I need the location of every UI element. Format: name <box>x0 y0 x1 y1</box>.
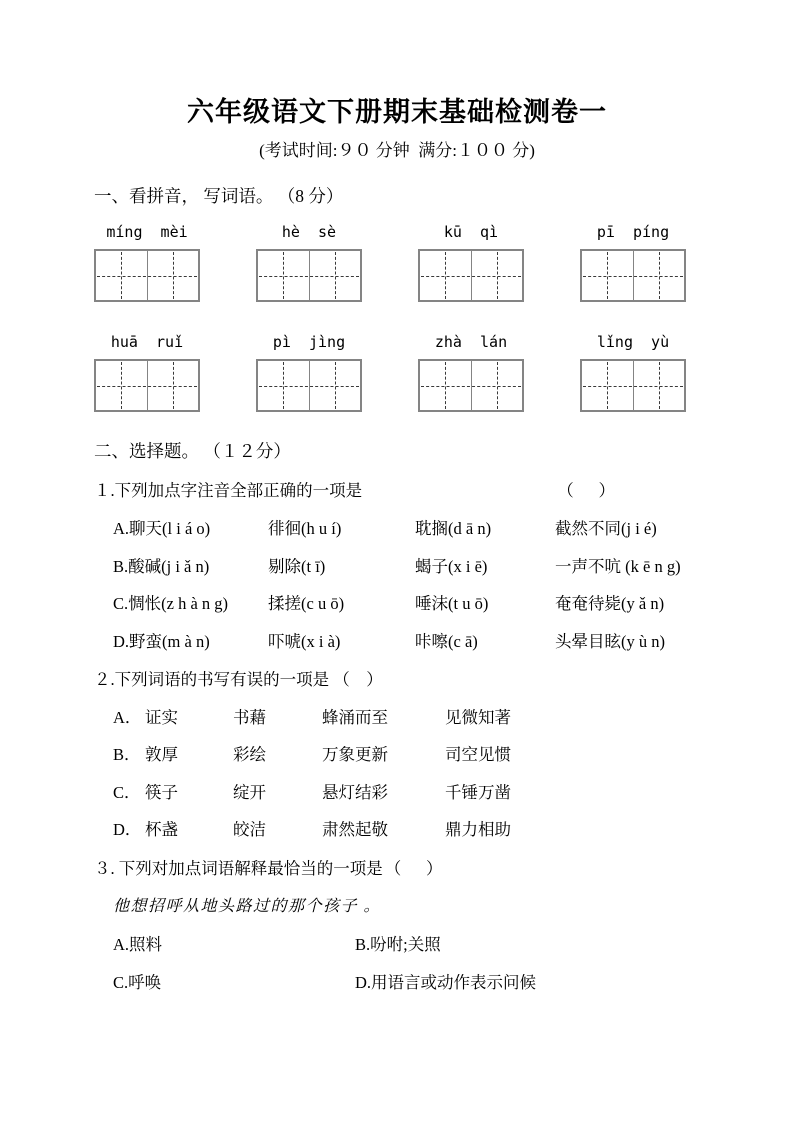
option-item: D.野蛮(m à n) <box>113 631 210 651</box>
option-item: 剔除(t ī) <box>268 556 326 576</box>
pinyin-group <box>94 223 200 302</box>
option-item: A.聊天(l i á o) <box>113 519 211 538</box>
option-item: 鼎力相助 <box>445 820 511 839</box>
option-row-b <box>113 744 700 766</box>
option-item: C.呼唤 <box>113 973 162 992</box>
section-1-heading: 一、看拼音， 写词语。 （8 分） <box>94 186 344 206</box>
pinyin-group <box>580 223 686 302</box>
pinyin-group <box>418 223 524 302</box>
question-1-options <box>113 518 700 653</box>
option-item: 吓唬(x i à) <box>268 631 341 651</box>
writing-cell <box>633 361 685 410</box>
writing-cell <box>258 251 309 300</box>
option-row-d <box>113 819 700 841</box>
section-2-heading: 二、选择题。 （１２分） <box>94 441 291 461</box>
question-2-stem: ２.下列词语的书写有误的一项是 （ ） <box>94 669 383 689</box>
question-1-answer-blank: （ ） <box>557 481 615 500</box>
writing-cell <box>96 251 147 300</box>
option-item: 截然不同(j i é) <box>555 519 657 538</box>
option-item: 揉搓(c u ō) <box>268 594 345 613</box>
writing-box <box>418 249 524 302</box>
option-item: 书藉 <box>233 707 266 727</box>
option-item: 奄奄待毙(y ǎ n) <box>555 594 665 613</box>
writing-cell <box>582 251 633 300</box>
writing-box <box>580 359 686 412</box>
question-1 <box>94 480 700 502</box>
option-item: 肃然起敬 <box>322 820 388 839</box>
page-title: 六年级语文下册期末基础检测卷一 <box>187 97 607 127</box>
option-row-b <box>113 556 700 578</box>
writing-cell <box>420 361 471 410</box>
pinyin-label: zhà lán <box>434 333 508 351</box>
option-item: 一声不吭 (k ē n g) <box>555 556 681 576</box>
pinyin-row-2 <box>94 333 700 412</box>
option-item: 见微知著 <box>445 707 511 727</box>
option-row-d <box>113 631 700 653</box>
pinyin-label: huā ruǐ <box>110 333 184 351</box>
question-3-answer-blank: （ ） <box>384 859 443 878</box>
question-3 <box>94 858 700 880</box>
option-label: C． <box>113 782 141 802</box>
writing-cell <box>633 251 685 300</box>
question-3-sentence: 他想招呼从地头路过的那个孩子 。 <box>113 898 382 915</box>
option-item: 头晕目眩(y ù n) <box>555 631 665 651</box>
pinyin-label: hè sè <box>281 223 337 241</box>
option-item: C.惆怅(z h à n g) <box>113 594 229 613</box>
option-item: 彩绘 <box>233 745 266 764</box>
pinyin-label: lǐng yù <box>596 333 670 351</box>
option-item: 皎洁 <box>233 820 266 839</box>
pinyin-row-1 <box>94 223 700 302</box>
option-label: D． <box>113 820 142 839</box>
writing-box <box>256 249 362 302</box>
pinyin-group <box>94 333 200 412</box>
writing-cell <box>147 361 199 410</box>
option-item: 万象更新 <box>322 745 388 764</box>
option-label: A． <box>113 707 142 727</box>
option-row-ab <box>113 934 700 956</box>
writing-cell <box>420 251 471 300</box>
writing-box <box>256 359 362 412</box>
option-item: 司空见惯 <box>445 745 511 764</box>
writing-cell <box>147 251 199 300</box>
option-item: D.用语言或动作表示问候 <box>355 973 537 992</box>
option-item: 悬灯结彩 <box>322 782 388 802</box>
option-item: 蝎子(x i ē) <box>415 556 488 576</box>
writing-box <box>94 359 200 412</box>
pinyin-label: kū qì <box>443 223 499 241</box>
option-item: 千锤万凿 <box>445 782 511 802</box>
option-item: 敦厚 <box>145 745 178 764</box>
option-item: 咔嚓(c ā) <box>415 631 478 651</box>
option-item: 徘徊(h u í) <box>268 519 342 538</box>
writing-cell <box>471 251 523 300</box>
writing-cell <box>309 251 361 300</box>
writing-cell <box>309 361 361 410</box>
pinyin-group <box>256 223 362 302</box>
option-item: 蜂涌而至 <box>322 707 388 727</box>
writing-cell <box>582 361 633 410</box>
option-item: B.酸碱(j i ǎ n) <box>113 556 210 576</box>
option-item: 证实 <box>145 707 178 727</box>
writing-cell <box>96 361 147 410</box>
writing-cell <box>258 361 309 410</box>
option-row-cd <box>113 972 700 994</box>
pinyin-label: pì jìng <box>272 333 346 351</box>
option-item: 绽开 <box>233 782 266 802</box>
writing-box <box>580 249 686 302</box>
question-3-stem: ３. 下列对加点词语解释最恰当的一项是 <box>94 859 383 878</box>
pinyin-group <box>256 333 362 412</box>
option-item: 筷子 <box>145 782 178 802</box>
writing-box <box>418 359 524 412</box>
option-row-c <box>113 593 700 615</box>
pinyin-group <box>580 333 686 412</box>
option-item: A.照料 <box>113 935 163 954</box>
exam-info: (考试时间:９０ 分钟 满分:１００ 分) <box>259 141 535 160</box>
option-item: B.吩咐;关照 <box>355 935 441 954</box>
option-label: B． <box>113 745 141 764</box>
question-2-options <box>113 707 700 842</box>
question-1-stem: １.下列加点字注音全部正确的一项是 <box>94 481 363 500</box>
option-item: 杯盏 <box>145 820 178 839</box>
option-row-c <box>113 782 700 804</box>
pinyin-label: pī píng <box>596 223 670 241</box>
writing-cell <box>471 361 523 410</box>
pinyin-group <box>418 333 524 412</box>
option-row-a <box>113 707 700 729</box>
option-item: 唾沫(t u ō) <box>415 594 489 613</box>
pinyin-label: míng mèi <box>106 223 188 241</box>
option-item: 耽搁(d ā n) <box>415 519 492 538</box>
option-row-a <box>113 518 700 540</box>
writing-box <box>94 249 200 302</box>
